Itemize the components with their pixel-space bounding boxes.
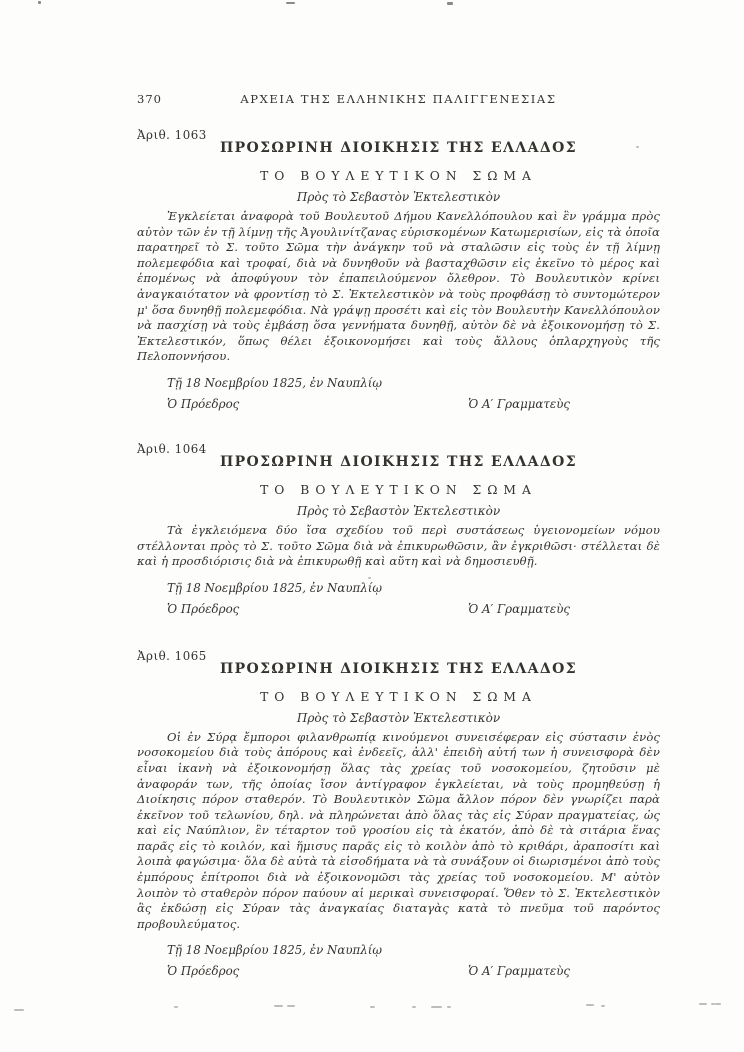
signature-president: Ὁ Πρόεδρος xyxy=(167,601,240,616)
issuing-body-heading: ΤΟ ΒΟΥΛΕΥΤΙΚΟΝ ΣΩΜΑ xyxy=(260,482,537,497)
decree-title: ΠΡΟΣΩΡΙΝΗ ΔΙΟΙΚΗΣΙΣ ΤΗΣ ΕΛΛΑΔΟΣ xyxy=(219,453,578,470)
scan-speck xyxy=(274,1005,283,1007)
decree-title: ΠΡΟΣΩΡΙΝΗ ΔΙΟΙΚΗΣΙΣ ΤΗΣ ΕΛΛΑΔΟΣ xyxy=(219,140,578,156)
decree-entry-1065 xyxy=(137,649,660,979)
scan-speck xyxy=(431,1006,442,1008)
scan-speck xyxy=(447,1006,451,1008)
decree-body: Ἐγκλείεται ἀναφορὰ τοῦ Βουλευτοῦ Δήμου Κανελλόπουλου καὶ ἓν γράμμα πρὸς αὐτὸν τῶν ἐν τῇ λίμνῃ τῆς Ἀγουλινίτζανας εὑρισκομένων Κατωμερισίων, εἰς τὰ ὁποῖα παρατηρεῖ τὸ Σ. τοῦτο Σῶμα τὴν ἀνάγκην τοῦ νὰ σταλῶσιν εἰς τοὺς ἐν τῇ λίμνῃ πολεμεφόδια καὶ τροφαί, διὰ νὰ δυνηθοῦν νὰ βασταχθῶσιν εἰς ἐκεῖνο τὸ μέρος καὶ ἑπομένως νὰ ἀποφύγουν τὸν ἐπαπειλούμενον ὄλεθρον. Τὸ Βουλευτικὸν κρίνει ἀναγκαιότατον νὰ φροντίσῃ τὸ Σ. Ἐκτελεστικὸν νὰ τοὺς προφθάσῃ τὸ συντομώτερον μ' ὅσα δυνηθῇ πολεμεφόδια. Νὰ γράψῃ προσέτι καὶ εἰς τὸν Βουλευτὴν Κανελλόπουλον νὰ πασχίσῃ νὰ τοὺς ἐμβάσῃ ὅσα γεννήματα δυνηθῇ, αὐτὸν δὲ νὰ ἐξοικονομήσῃ τὸ Σ. Ἐκτελεστικόν, ὅπως θέλει ἐξοικονομήσει καὶ τοὺς ἄλλους ὁπλαρχηγοὺς τῆς Πελοποννήσου. xyxy=(137,209,660,364)
entry-number: Ἀριθ. 1064 xyxy=(137,441,207,456)
scan-speck xyxy=(447,2,453,5)
decree-body: Οἱ ἐν Σύρᾳ ἔμποροι φιλανθρωπίᾳ κινούμενοι συνεισέφεραν εἰς σύστασιν ἑνὸς νοσοκομείου διὰ τοὺς ἀπόρους καὶ ἐνδεεῖς, ἀλλ' ἐπειδὴ αὐτή των ἡ συνεισφορὰ δὲν εἶναι ἱκανὴ νὰ ἐξοικονομήσῃ ὅλας τὰς χρείας τοῦ νοσοκομείου, ζητοῦσιν μὲ ἀναφοράν των, τῆς ὁποίας ἴσον ἀντίγραφον ἐγκλείεται, νὰ τοὺς προμηθεύσῃ ἡ Διοίκησις πόρον σταθερόν. Τὸ Βουλευτικὸν Σῶμα ἄλλον πόρον δὲν γνωρίζει παρὰ ἐκεῖνον τοῦ τελωνίου, δηλ. νὰ πληρώνεται ἀπὸ ὅλας τὰς εἰς Σύραν πραγματείας, ὡς καὶ εἰς Ναύπλιον, ἓν τέταρτον τοῦ γροσίου εἰς τὰ ἑκατόν, ἀπὸ δὲ τὰ σιτάρια ἕνας παρᾶς εἰς τὸ κοιλόν, καὶ ἥμισυς παρᾶς εἰς τὸ κοιλὸν ἀπὸ τὸ κριθάρι, ἀραποσίτι καὶ λοιπὰ φαγώσιμα· ὅλα δὲ αὐτὰ τὰ εἰσοδήματα νὰ τὰ συνάξουν οἱ διωρισμένοι ἀπὸ τοὺς ἐμπόρους ἐπίτροποι διὰ νὰ ἐξοικονομῶσι τὰς χρείας τοῦ νοσοκομείου. Μ' αὐτὸν λοιπὸν τὸ σταθερὸν πόρον παύουν αἱ μερικαὶ συνεισφοραί. Ὅθεν τὸ Σ. Ἐκτελεστικὸν ἂς ἐκδώσῃ εἰς Σύραν τὰς ἀναγκαίας διαταγὰς κατὰ τὸ πνεῦμα τοῦ παρόντος προβουλεύματος. xyxy=(137,729,660,931)
signature-row xyxy=(137,602,660,616)
date-line: Τῇ 18 Νοεμβρίου 1825, ἐν Ναυπλίῳ xyxy=(167,943,382,958)
entry-number: Ἀριθ. 1063 xyxy=(137,128,207,142)
text-block xyxy=(137,92,660,978)
issuing-body-heading: ΤΟ ΒΟΥΛΕΥΤΙΚΟΝ ΣΩΜΑ xyxy=(260,689,537,704)
signature-president: Ὁ Πρόεδρος xyxy=(167,396,240,411)
signature-row xyxy=(137,397,660,411)
scan-speck xyxy=(174,1006,178,1008)
date-line: Τῇ 18 Νοεμβρίου 1825, ἐν Ναυπλίῳ xyxy=(167,580,382,595)
signature-secretary: Ὁ Α′ Γραμματεὺς xyxy=(468,601,570,616)
book-title: ΑΡΧΕΙΑ ΤΗΣ ΕΛΛΗΝΙΚΗΣ ΠΑΛΙΓΓΕΝΕΣΙΑΣ xyxy=(240,92,557,106)
salutation: Πρὸς τὸ Σεβαστὸν Ἐκτελεστικὸν xyxy=(296,503,501,518)
scan-speck xyxy=(14,1009,24,1011)
scan-speck xyxy=(287,1005,295,1007)
scan-speck xyxy=(699,1003,707,1005)
scan-speck xyxy=(715,1003,721,1005)
scan-speck xyxy=(586,1004,594,1006)
decree-entry-1063 xyxy=(137,128,660,411)
salutation: Πρὸς τὸ Σεβαστὸν Ἐκτελεστικὸν xyxy=(296,190,501,204)
salutation: Πρὸς τὸ Σεβαστὸν Ἐκτελεστικὸν xyxy=(296,710,501,725)
signature-secretary: Ὁ Α′ Γραμματεὺς xyxy=(468,396,570,411)
date-line: Τῇ 18 Νοεμβρίου 1825, ἐν Ναυπλίῳ xyxy=(167,375,382,390)
scan-speck xyxy=(370,1006,375,1008)
scan-speck xyxy=(601,1005,605,1007)
decree-body: Τὰ ἐγκλειόμενα δύο ἴσα σχεδίου τοῦ περὶ συστάσεως ὑγειονομείων νόμου στέλλονται πρὸς τὸ Σ. τοῦτο Σῶμα διὰ νὰ ἐπικυρωθῶσιν, ἂν ἐγκριθῶσι· στέλλεται δὲ καὶ ἡ προσδιόρισις διὰ νὰ ἐπικυρωθῇ καὶ αὕτη καὶ νὰ δημοσιευθῇ. xyxy=(137,522,660,569)
entry-number: Ἀριθ. 1065 xyxy=(137,648,207,663)
running-header xyxy=(137,92,660,108)
decree-title: ΠΡΟΣΩΡΙΝΗ ΔΙΟΙΚΗΣΙΣ ΤΗΣ ΕΛΛΑΔΟΣ xyxy=(219,660,578,677)
signature-president: Ὁ Πρόεδρος xyxy=(167,964,240,979)
signature-row xyxy=(137,964,660,978)
scan-speck xyxy=(38,1,41,4)
decree-entry-1064 xyxy=(137,442,660,616)
scan-speck xyxy=(286,2,295,4)
signature-secretary: Ὁ Α′ Γραμματεὺς xyxy=(468,964,570,979)
issuing-body-heading: ΤΟ ΒΟΥΛΕΥΤΙΚΟΝ ΣΩΜΑ xyxy=(260,169,537,183)
scan-speck xyxy=(412,1006,416,1008)
page-number: 370 xyxy=(137,92,162,106)
